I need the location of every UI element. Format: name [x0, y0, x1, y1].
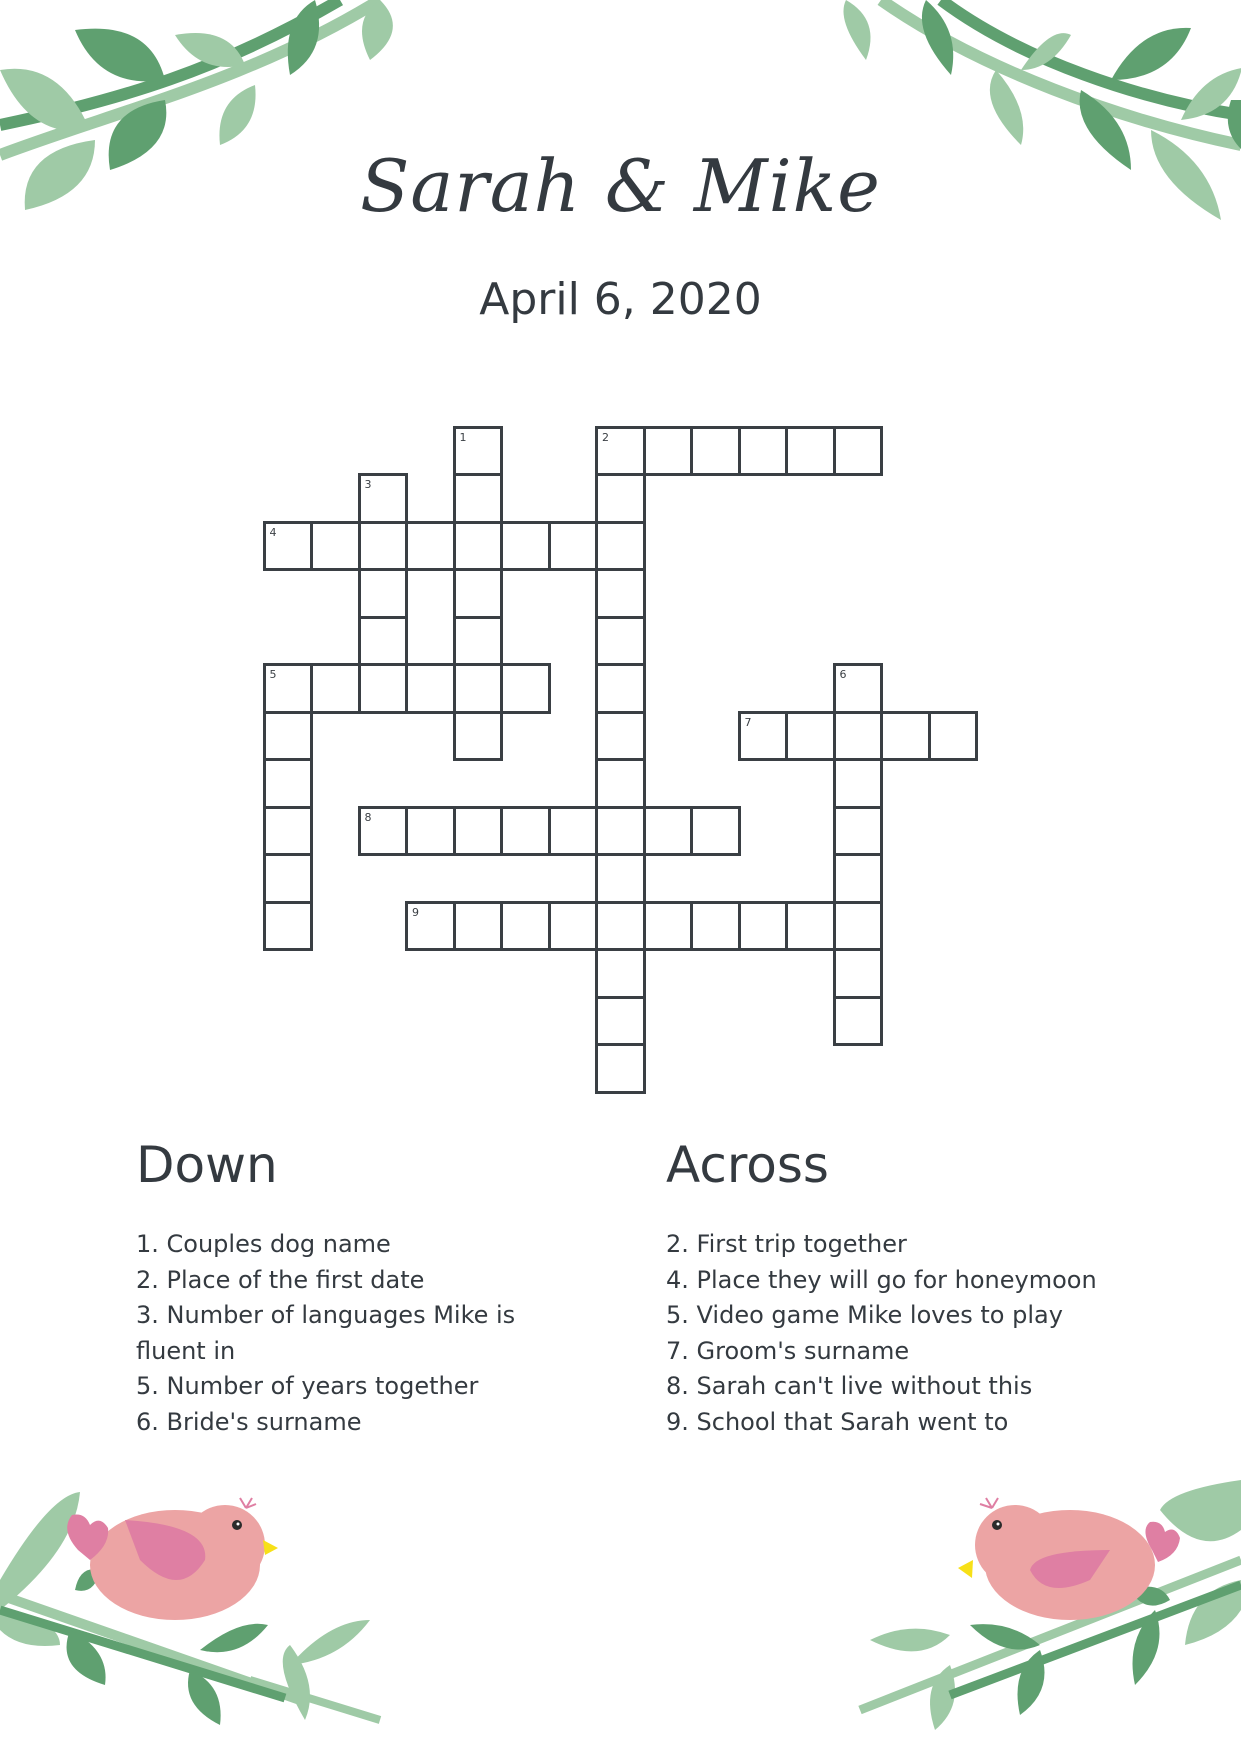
- crossword-cell[interactable]: [785, 711, 836, 762]
- crossword-cell[interactable]: [595, 758, 646, 809]
- crossword-cell[interactable]: [833, 901, 884, 952]
- crossword-cell[interactable]: [358, 806, 409, 857]
- crossword-cell[interactable]: [453, 616, 504, 667]
- across-clue-item: 8. Sarah can't live without this: [666, 1372, 1033, 1400]
- crossword-cell[interactable]: [595, 521, 646, 572]
- crossword-cell[interactable]: [453, 901, 504, 952]
- clue-number: 8: [364, 810, 372, 824]
- crossword-cell[interactable]: [833, 996, 884, 1047]
- crossword-cell[interactable]: [833, 711, 884, 762]
- crossword-cell[interactable]: [785, 901, 836, 952]
- crossword-cell[interactable]: [595, 948, 646, 999]
- clue-number: 1: [459, 430, 467, 444]
- clue-number: 9: [412, 905, 419, 919]
- crossword-cell[interactable]: [595, 663, 646, 714]
- crossword-cell[interactable]: [738, 426, 789, 477]
- crossword-cell[interactable]: [548, 901, 599, 952]
- crossword-cell[interactable]: [595, 1043, 646, 1094]
- crossword-cell[interactable]: [453, 426, 504, 477]
- clue-number: 7: [744, 715, 752, 729]
- crossword-cell[interactable]: [500, 806, 551, 857]
- crossword-cell[interactable]: [833, 758, 884, 809]
- crossword-cell[interactable]: [263, 758, 314, 809]
- crossword-grid: [264, 427, 977, 1092]
- crossword-cell[interactable]: [453, 568, 504, 619]
- crossword-cell[interactable]: [690, 806, 741, 857]
- crossword-cell[interactable]: [358, 663, 409, 714]
- down-clue-item: 2. Place of the first date: [136, 1265, 425, 1294]
- crossword-cell[interactable]: [595, 996, 646, 1047]
- crossword-cell[interactable]: [548, 806, 599, 857]
- down-clue-item: 6. Bride's surname: [136, 1407, 362, 1436]
- down-clues-section: [136, 1138, 566, 1440]
- across-heading: Across: [666, 1136, 829, 1194]
- across-clue-item: 4. Place they will go for honeymoon: [666, 1265, 1097, 1294]
- crossword-cell[interactable]: [833, 426, 884, 477]
- crossword-cell[interactable]: [453, 806, 504, 857]
- crossword-cell[interactable]: [453, 663, 504, 714]
- crossword-cell[interactable]: [643, 426, 694, 477]
- crossword-cell[interactable]: [595, 853, 646, 904]
- crossword-cell[interactable]: [500, 521, 551, 572]
- crossword-cell[interactable]: [595, 473, 646, 524]
- across-clue-item: 5. Video game Mike loves to play: [666, 1301, 1063, 1329]
- crossword-cell[interactable]: [833, 948, 884, 999]
- crossword-cell[interactable]: [690, 426, 741, 477]
- crossword-cell[interactable]: [405, 806, 456, 857]
- down-clue-item: 5. Number of years together: [136, 1372, 479, 1400]
- couple-names-title: Sarah & Mike: [360, 144, 881, 228]
- clue-number: 6: [839, 668, 847, 681]
- crossword-cell[interactable]: [453, 473, 504, 524]
- clue-number: 3: [364, 478, 372, 491]
- crossword-cell[interactable]: [358, 568, 409, 619]
- crossword-cell[interactable]: [453, 711, 504, 762]
- crossword-cell[interactable]: [738, 901, 789, 952]
- crossword-cell[interactable]: [643, 901, 694, 952]
- across-clues-section: [666, 1138, 1106, 1440]
- crossword-cell[interactable]: [358, 521, 409, 572]
- crossword-cell[interactable]: [405, 521, 456, 572]
- wedding-date: April 6, 2020: [479, 274, 762, 325]
- crossword-cell[interactable]: [833, 806, 884, 857]
- crossword-cell[interactable]: [310, 521, 361, 572]
- crossword-cell[interactable]: [738, 711, 789, 762]
- crossword-cell[interactable]: [595, 806, 646, 857]
- down-clue-item: 1. Couples dog name: [136, 1230, 391, 1258]
- crossword-cell[interactable]: [833, 663, 884, 714]
- crossword-cell[interactable]: [643, 806, 694, 857]
- crossword-cell[interactable]: [595, 616, 646, 667]
- across-clue-item: 7. Groom's surname: [666, 1336, 910, 1365]
- crossword-cell[interactable]: [358, 473, 409, 524]
- crossword-cell[interactable]: [263, 806, 314, 857]
- crossword-cell[interactable]: [358, 616, 409, 667]
- crossword-cell[interactable]: [833, 853, 884, 904]
- crossword-cell[interactable]: [595, 901, 646, 952]
- crossword-cell[interactable]: [310, 663, 361, 714]
- crossword-cell[interactable]: [690, 901, 741, 952]
- crossword-cell[interactable]: [595, 568, 646, 619]
- crossword-cell[interactable]: [595, 426, 646, 477]
- crossword-cell[interactable]: [928, 711, 979, 762]
- crossword-cell[interactable]: [405, 901, 456, 952]
- across-clue-item: 9. School that Sarah went to: [666, 1407, 1009, 1436]
- bird-on-branch-bottom-right-icon: [840, 1470, 1241, 1754]
- crossword-cell[interactable]: [263, 663, 314, 714]
- across-clue-list: [666, 1227, 1106, 1440]
- crossword-cell[interactable]: [405, 663, 456, 714]
- crossword-cell[interactable]: [263, 711, 314, 762]
- crossword-cell[interactable]: [500, 901, 551, 952]
- down-clue-item: 3. Number of languages Mike is fluent in: [136, 1301, 516, 1365]
- crossword-cell[interactable]: [453, 521, 504, 572]
- crossword-cell[interactable]: [263, 853, 314, 904]
- crossword-cell[interactable]: [500, 663, 551, 714]
- clue-number: 4: [269, 525, 277, 539]
- crossword-cell[interactable]: [595, 711, 646, 762]
- crossword-cell[interactable]: [263, 901, 314, 952]
- down-clue-list: [136, 1227, 566, 1440]
- across-clue-item: 2. First trip together: [666, 1230, 907, 1258]
- crossword-cell[interactable]: [880, 711, 931, 762]
- crossword-cell[interactable]: [548, 521, 599, 572]
- crossword-cell[interactable]: [263, 521, 314, 572]
- clue-number: 5: [269, 668, 277, 681]
- clue-number: 2: [602, 430, 609, 444]
- bird-on-branch-bottom-left-icon: [0, 1470, 420, 1754]
- down-heading: Down: [136, 1136, 278, 1194]
- crossword-cell[interactable]: [785, 426, 836, 477]
